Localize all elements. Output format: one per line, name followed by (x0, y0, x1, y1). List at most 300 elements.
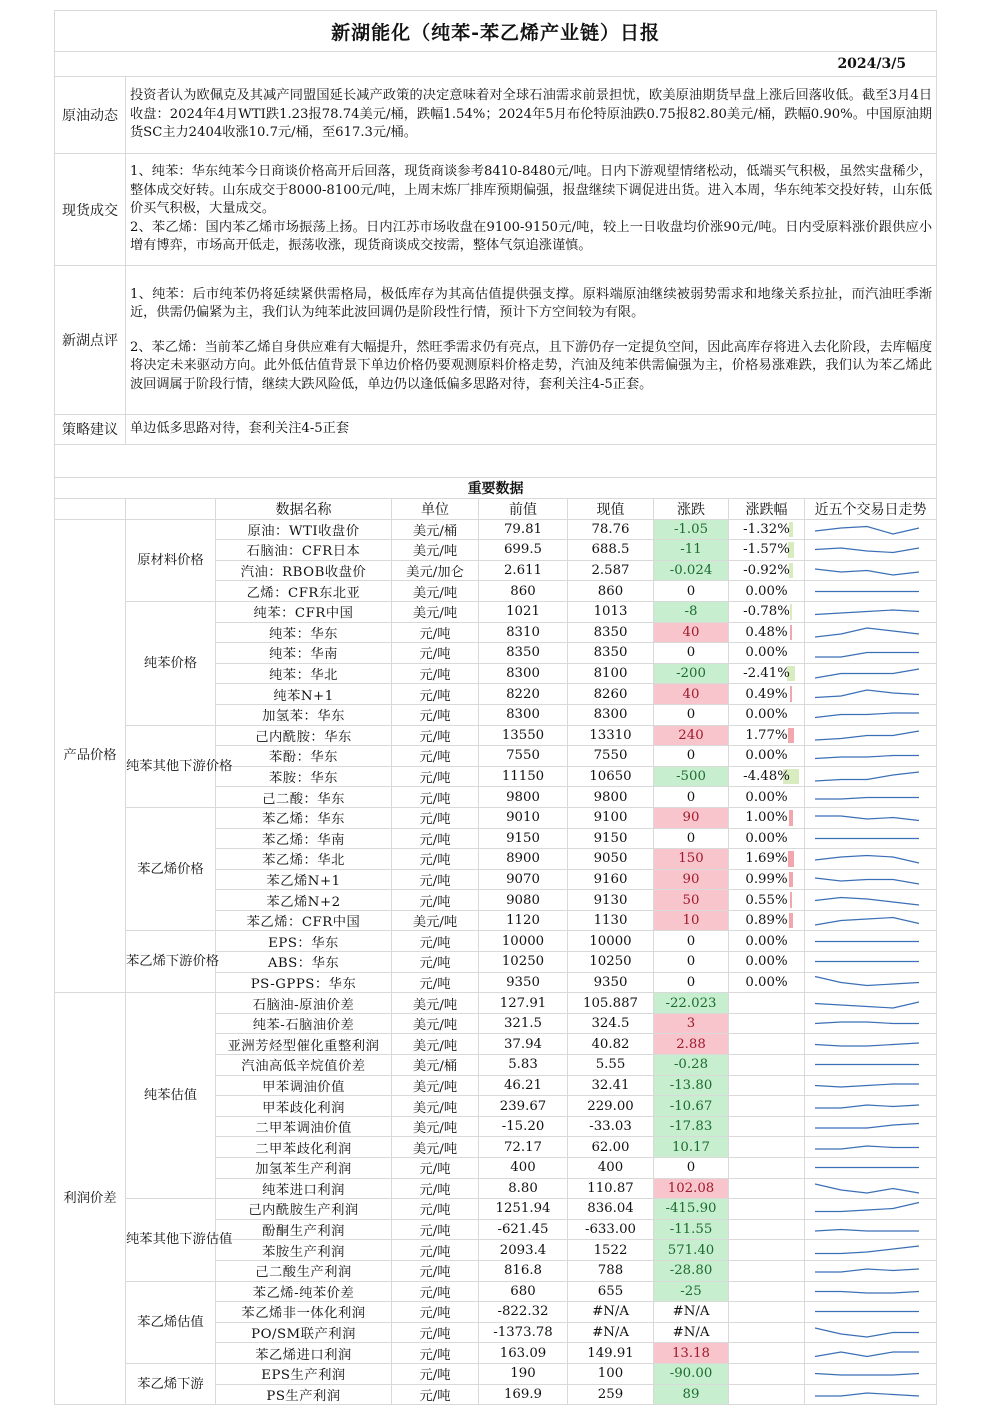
cell-change-pct (729, 704, 805, 725)
sparkline-line (815, 976, 919, 985)
trend-sparkline (805, 1137, 937, 1158)
trend-sparkline (805, 1384, 937, 1405)
cell-prev: 860 (479, 581, 568, 602)
sparkline-line (815, 731, 919, 740)
cell-change: 40 (654, 622, 729, 643)
cell-change: -1.05 (654, 519, 729, 540)
sparkline-chart (805, 911, 931, 930)
sparkline-chart (805, 1385, 931, 1404)
cell-name: 苯乙烯：华东 (216, 807, 392, 828)
cell-prev: 13550 (479, 725, 568, 746)
cell-change: -500 (654, 766, 729, 787)
change-pct-text: 0.89% (745, 913, 788, 929)
cell-change-pct (729, 1137, 805, 1158)
trend-sparkline (805, 1013, 937, 1034)
change-pct-text: 0.00% (745, 789, 788, 805)
paragraph: 2、苯乙烯：国内苯乙烯市场振荡上扬。日内江苏市场收盘在9100-9150元/吨，较上一日收盘均价涨90元/吨。日内受原料涨价跟供应小增有博弈，市场高开低走，振荡收涨，现货商谈成交按需，整体气氛追涨谨慎。 (130, 219, 933, 254)
cell-name: 己内酰胺：华东 (216, 725, 392, 746)
cell-name: 苯乙烯：华北 (216, 849, 392, 870)
sparkline-line (815, 1124, 919, 1129)
sparkline-line (815, 610, 919, 615)
section-text-comment (126, 266, 937, 415)
sparkline-chart (805, 952, 931, 971)
group-label: 苯乙烯下游 (126, 1363, 216, 1404)
header-change: 涨跌 (654, 498, 729, 519)
trend-sparkline (805, 972, 937, 993)
cell-current: 9350 (568, 972, 654, 993)
trend-sparkline (805, 1240, 937, 1261)
group-label: 苯乙烯价格 (126, 807, 216, 931)
trend-sparkline (805, 1219, 937, 1240)
cell-prev: 8220 (479, 684, 568, 705)
cell-name: 纯苯N+1 (216, 684, 392, 705)
change-pct-text: 0.00% (745, 974, 788, 990)
cell-change-pct (729, 540, 805, 561)
section-text-crude (126, 77, 937, 154)
cell-change-pct (729, 910, 805, 931)
cell-change-pct (729, 601, 805, 622)
paragraph: 1、纯苯：华东纯苯今日商谈价格高开后回落，现货商谈参考8410-8480元/吨。日内下游观望情绪松动，低端买气积极，虽然实盘稀少，整体成交好转。山东成交于8000-8100元/吨，上周末炼厂排库预期偏强，报盘继续下调促进出货。进入本周，华东纯苯交投好转，山东低价买气积极，大量成交。 (130, 164, 933, 217)
cell-change-pct (729, 1219, 805, 1240)
cell-change-pct (729, 1343, 805, 1364)
cell-change: -11 (654, 540, 729, 561)
cell-unit: 元/吨 (392, 725, 479, 746)
group-label: 苯乙烯估值 (126, 1281, 216, 1363)
table-row (55, 1281, 937, 1302)
change-pct-text: 0.48% (745, 624, 788, 640)
cell-prev: 8.80 (479, 1178, 568, 1199)
cell-change: 10 (654, 910, 729, 931)
cell-change-pct (729, 849, 805, 870)
cell-change-pct (729, 1158, 805, 1179)
cell-current: 78.76 (568, 519, 654, 540)
cell-unit: 美元/吨 (392, 581, 479, 602)
sparkline-chart (805, 891, 931, 910)
section-label-spot: 现货成交 (55, 154, 126, 266)
cell-current: 7550 (568, 746, 654, 767)
trend-sparkline (805, 952, 937, 973)
sparkline-chart (805, 582, 931, 601)
cell-unit: 元/吨 (392, 746, 479, 767)
cell-name: 原油：WTI收盘价 (216, 519, 392, 540)
sparkline-line (815, 1291, 919, 1293)
trend-sparkline (805, 704, 937, 725)
group-label: 纯苯价格 (126, 601, 216, 725)
cell-change: -11.55 (654, 1219, 729, 1240)
cell-change: 0 (654, 952, 729, 973)
trend-sparkline (805, 931, 937, 952)
sparkline-chart (805, 664, 931, 683)
cell-change-pct (729, 1260, 805, 1281)
section-text-strategy (126, 415, 937, 445)
change-pct-text: -4.48% (743, 769, 790, 785)
cell-change: 0 (654, 581, 729, 602)
cell-change: #N/A (654, 1302, 729, 1323)
sparkline-line (815, 1269, 919, 1272)
cell-unit: 美元/桶 (392, 519, 479, 540)
cell-change: -13.80 (654, 1075, 729, 1096)
cell-change-pct (729, 581, 805, 602)
cell-change-pct (729, 1363, 805, 1384)
cell-change-pct (729, 519, 805, 540)
cell-prev: -15.20 (479, 1116, 568, 1137)
section-text-spot (126, 154, 937, 266)
trend-sparkline (805, 910, 937, 931)
sparkline-line (815, 1043, 919, 1046)
cell-unit: 元/吨 (392, 766, 479, 787)
trend-sparkline (805, 1260, 937, 1281)
trend-sparkline (805, 746, 937, 767)
sparkline-chart (805, 1220, 931, 1239)
cell-current: 324.5 (568, 1013, 654, 1034)
cell-current: 788 (568, 1260, 654, 1281)
cell-current: 8100 (568, 663, 654, 684)
sparkline-line (815, 713, 919, 718)
change-pct-text: 0.00% (745, 645, 788, 661)
trend-sparkline (805, 1075, 937, 1096)
cell-unit: 元/吨 (392, 972, 479, 993)
cell-current: 40.82 (568, 1034, 654, 1055)
cell-prev: 816.8 (479, 1260, 568, 1281)
cell-name: 苯乙烯N+1 (216, 869, 392, 890)
cell-name: 加氢苯：华东 (216, 704, 392, 725)
cell-name: 甲苯歧化利润 (216, 1096, 392, 1117)
sparkline-chart (805, 1097, 931, 1116)
cell-current: -33.03 (568, 1116, 654, 1137)
cell-name: 己二酸：华东 (216, 787, 392, 808)
trend-sparkline (805, 807, 937, 828)
change-pct-text: 0.00% (745, 707, 788, 723)
cell-prev: 163.09 (479, 1343, 568, 1364)
sparkline-chart (805, 561, 931, 580)
paragraph: 1、纯苯：后市纯苯仍将延续紧供需格局，极低库存为其高估值提供强支撑。原料端原油继续被弱势需求和地缘关系拉扯，而汽油旺季渐近，供需仍偏紧为主，我们认为纯苯此波回调仍是阶段性行情，预计下方空间较为有限。 (130, 286, 933, 321)
cell-current: 1013 (568, 601, 654, 622)
cell-name: 纯苯：华东 (216, 622, 392, 643)
cell-current: 100 (568, 1363, 654, 1384)
table-row (55, 993, 937, 1014)
cell-prev: 9070 (479, 869, 568, 890)
cell-name: 亚洲芳烃型催化重整利润 (216, 1034, 392, 1055)
cell-prev: 169.9 (479, 1384, 568, 1405)
change-pct-bar (790, 604, 793, 620)
cell-unit: 元/吨 (392, 807, 479, 828)
cell-current: 655 (568, 1281, 654, 1302)
cell-name: PS-GPPS：华东 (216, 972, 392, 993)
cell-prev: 699.5 (479, 540, 568, 561)
sparkline-chart (805, 520, 931, 539)
sparkline-chart (805, 829, 931, 848)
cell-prev: 11150 (479, 766, 568, 787)
cell-change: 240 (654, 725, 729, 746)
cell-name: 苯乙烯进口利润 (216, 1343, 392, 1364)
cell-name: PS生产利润 (216, 1384, 392, 1405)
cell-prev: 2.611 (479, 560, 568, 581)
cell-unit: 元/吨 (392, 952, 479, 973)
cell-change-pct (729, 1199, 805, 1220)
cell-change: 90 (654, 807, 729, 828)
trend-sparkline (805, 1302, 937, 1323)
cell-unit: 元/吨 (392, 1343, 479, 1364)
sparkline-line (815, 690, 919, 698)
cell-prev: -1373.78 (479, 1322, 568, 1343)
cell-current: 9050 (568, 849, 654, 870)
cell-unit: 元/吨 (392, 787, 479, 808)
cell-change: -90.00 (654, 1363, 729, 1384)
table-row (55, 519, 937, 540)
cell-prev: 1021 (479, 601, 568, 622)
table-row (55, 807, 937, 828)
section-label-comment: 新湖点评 (55, 266, 126, 415)
sparkline-line (815, 797, 919, 799)
cell-change-pct (729, 622, 805, 643)
sparkline-chart (805, 767, 931, 786)
change-pct-text: -2.41% (743, 666, 790, 682)
cell-change-pct (729, 663, 805, 684)
sparkline-line (815, 526, 919, 534)
cell-prev: 72.17 (479, 1137, 568, 1158)
sparkline-chart (805, 994, 931, 1013)
cell-change: 40 (654, 684, 729, 705)
cell-prev: 239.67 (479, 1096, 568, 1117)
group-label: 纯苯其他下游估值 (126, 1199, 216, 1281)
trend-sparkline (805, 725, 937, 746)
cell-change: 0 (654, 828, 729, 849)
cell-unit: 元/吨 (392, 1384, 479, 1405)
trend-sparkline (805, 1363, 937, 1384)
sparkline-chart (805, 602, 931, 621)
cell-change: -10.67 (654, 1096, 729, 1117)
cell-name: 苯酚：华东 (216, 746, 392, 767)
cell-unit: 元/吨 (392, 890, 479, 911)
cell-current: 9150 (568, 828, 654, 849)
trend-sparkline (805, 1199, 937, 1220)
sparkline-chart (805, 1014, 931, 1033)
change-pct-bar (790, 625, 792, 641)
sparkline-chart (805, 1282, 931, 1301)
sparkline-line (815, 1146, 919, 1149)
sparkline-line (815, 897, 919, 905)
sparkline-chart (805, 870, 931, 889)
sparkline-chart (805, 1241, 931, 1260)
cell-unit: 元/吨 (392, 704, 479, 725)
cell-change: 0 (654, 787, 729, 808)
sparkline-chart (805, 932, 931, 951)
trend-sparkline (805, 581, 937, 602)
cell-change: 13.18 (654, 1343, 729, 1364)
cell-prev: 10250 (479, 952, 568, 973)
cell-change: 102.08 (654, 1178, 729, 1199)
trend-sparkline (805, 560, 937, 581)
header-unit: 单位 (392, 498, 479, 519)
change-pct-text: 0.00% (745, 933, 788, 949)
cell-change: 0 (654, 704, 729, 725)
trend-sparkline (805, 684, 937, 705)
sparkline-chart (805, 1364, 931, 1383)
cell-unit: 元/吨 (392, 828, 479, 849)
trend-sparkline (805, 622, 937, 643)
sparkline-line (815, 1203, 919, 1212)
cell-current: 9800 (568, 787, 654, 808)
cell-change-pct (729, 725, 805, 746)
cell-change-pct (729, 1178, 805, 1199)
cell-unit: 美元/吨 (392, 1075, 479, 1096)
cell-name: EPS生产利润 (216, 1363, 392, 1384)
cell-name: 己内酰胺生产利润 (216, 1199, 392, 1220)
cell-change-pct (729, 1013, 805, 1034)
cell-change: -22.023 (654, 993, 729, 1014)
cell-unit: 美元/吨 (392, 1116, 479, 1137)
cell-unit: 元/吨 (392, 849, 479, 870)
cell-change: 0 (654, 643, 729, 664)
cell-prev: 321.5 (479, 1013, 568, 1034)
sparkline-chart (805, 1302, 931, 1321)
sparkline-line (815, 1393, 919, 1396)
change-pct-bar (788, 851, 794, 867)
trend-sparkline (805, 1096, 937, 1117)
cell-unit: 元/吨 (392, 684, 479, 705)
cell-change-pct (729, 766, 805, 787)
sparkline-line (815, 653, 919, 658)
cell-change-pct (729, 828, 805, 849)
change-pct-text: -1.32% (743, 521, 790, 537)
trend-sparkline (805, 1178, 937, 1199)
cell-change: -0.28 (654, 1055, 729, 1076)
cell-prev: 37.94 (479, 1034, 568, 1055)
cell-change-pct (729, 643, 805, 664)
cell-unit: 美元/加仑 (392, 560, 479, 581)
cell-current: 400 (568, 1158, 654, 1179)
report-date: 2024/3/5 (55, 52, 937, 77)
sparkline-line (815, 1002, 919, 1008)
cell-current: 259 (568, 1384, 654, 1405)
report-title: 新湖能化（纯苯-苯乙烯产业链）日报 (55, 11, 937, 52)
cell-current: #N/A (568, 1302, 654, 1323)
sparkline-chart (805, 685, 931, 704)
cell-name: 苯胺：华东 (216, 766, 392, 787)
cell-change-pct (729, 1281, 805, 1302)
cell-unit: 美元/桶 (392, 1055, 479, 1076)
cell-prev: 8300 (479, 704, 568, 725)
category-label: 利润价差 (55, 993, 126, 1405)
sparkline-chart (805, 726, 931, 745)
cell-current: 149.91 (568, 1343, 654, 1364)
change-pct-bar (789, 872, 793, 888)
cell-current: 62.00 (568, 1137, 654, 1158)
cell-unit: 元/吨 (392, 1281, 479, 1302)
cell-prev: 7550 (479, 746, 568, 767)
cell-change: -415.90 (654, 1199, 729, 1220)
trend-sparkline (805, 828, 937, 849)
cell-change-pct (729, 1096, 805, 1117)
cell-change-pct (729, 1240, 805, 1261)
cell-unit: 元/吨 (392, 622, 479, 643)
cell-change-pct (729, 931, 805, 952)
table-row (55, 1199, 937, 1220)
change-pct-text: 0.00% (745, 583, 788, 599)
cell-name: 纯苯：CFR中国 (216, 601, 392, 622)
header-change-pct: 涨跌幅 (729, 498, 805, 519)
sparkline-chart (805, 1055, 931, 1074)
section-label-crude: 原油动态 (55, 77, 126, 154)
cell-change-pct (729, 807, 805, 828)
cell-change: 0 (654, 931, 729, 952)
cell-change-pct (729, 1075, 805, 1096)
paragraph: 单边低多思路对待，套利关注4-5正套 (130, 421, 350, 436)
cell-name: 汽油高低辛烷值价差 (216, 1055, 392, 1076)
cell-current: 10000 (568, 931, 654, 952)
change-pct-text: -0.92% (743, 563, 790, 579)
cell-current: 229.00 (568, 1096, 654, 1117)
sparkline-line (815, 772, 919, 781)
cell-change: 89 (654, 1384, 729, 1405)
cell-change: 90 (654, 869, 729, 890)
trend-sparkline (805, 643, 937, 664)
sparkline-line (815, 569, 919, 575)
cell-name: 纯苯：华北 (216, 663, 392, 684)
trend-sparkline (805, 890, 937, 911)
sparkline-line (815, 1246, 919, 1254)
cell-current: 110.87 (568, 1178, 654, 1199)
trend-sparkline (805, 1034, 937, 1055)
cell-unit: 美元/吨 (392, 1034, 479, 1055)
cell-unit: 元/吨 (392, 1178, 479, 1199)
cell-change: 571.40 (654, 1240, 729, 1261)
trend-sparkline (805, 1158, 937, 1179)
cell-prev: 9150 (479, 828, 568, 849)
sparkline-line (815, 1328, 919, 1337)
sparkline-chart (805, 808, 931, 827)
cell-unit: 美元/吨 (392, 1096, 479, 1117)
paragraph: 投资者认为欧佩克及其减产同盟国延长减产政策的决定意味着对全球石油需求前景担忧，欧美原油期货早盘上涨后回落收低。截至3月4日收盘：2024年4月WTI跌1.23报78.74美元/桶，跌幅1.54%；2024年5月布伦特原油跌0.75报82.80美元/桶，跌幅0.90%。中国原油期货SC主力2404收涨10.7元/桶，至617.3元/桶。 (130, 88, 933, 141)
cell-unit: 元/吨 (392, 1302, 479, 1323)
cell-change-pct (729, 1116, 805, 1137)
sparkline-chart (805, 1261, 931, 1280)
cell-prev: 8300 (479, 663, 568, 684)
sparkline-chart (805, 1179, 931, 1198)
change-pct-bar (789, 913, 792, 929)
sparkline-line (815, 1230, 919, 1232)
cell-change: -28.80 (654, 1260, 729, 1281)
cell-current: 2.587 (568, 560, 654, 581)
cell-unit: 美元/吨 (392, 1137, 479, 1158)
cell-name: 石脑油：CFR日本 (216, 540, 392, 561)
cell-unit: 元/吨 (392, 1322, 479, 1343)
sparkline-line (815, 756, 919, 759)
trend-sparkline (805, 849, 937, 870)
cell-name: 酚酮生产利润 (216, 1219, 392, 1240)
trend-sparkline (805, 1055, 937, 1076)
cell-prev: 9080 (479, 890, 568, 911)
cell-change-pct (729, 1034, 805, 1055)
cell-change: 0 (654, 746, 729, 767)
cell-unit: 元/吨 (392, 663, 479, 684)
cell-name: 乙烯：CFR东北亚 (216, 581, 392, 602)
cell-name: 己二酸生产利润 (216, 1260, 392, 1281)
cell-prev: 190 (479, 1363, 568, 1384)
cell-change-pct (729, 869, 805, 890)
cell-prev: 8310 (479, 622, 568, 643)
group-label: 纯苯估值 (126, 993, 216, 1199)
sparkline-chart (805, 1323, 931, 1342)
cell-unit: 元/吨 (392, 931, 479, 952)
header-prev: 前值 (479, 498, 568, 519)
table-row (55, 1363, 937, 1384)
cell-prev: 127.91 (479, 993, 568, 1014)
sparkline-chart (805, 705, 931, 724)
cell-name: 苯乙烯：CFR中国 (216, 910, 392, 931)
cell-prev: 9350 (479, 972, 568, 993)
trend-sparkline (805, 1281, 937, 1302)
